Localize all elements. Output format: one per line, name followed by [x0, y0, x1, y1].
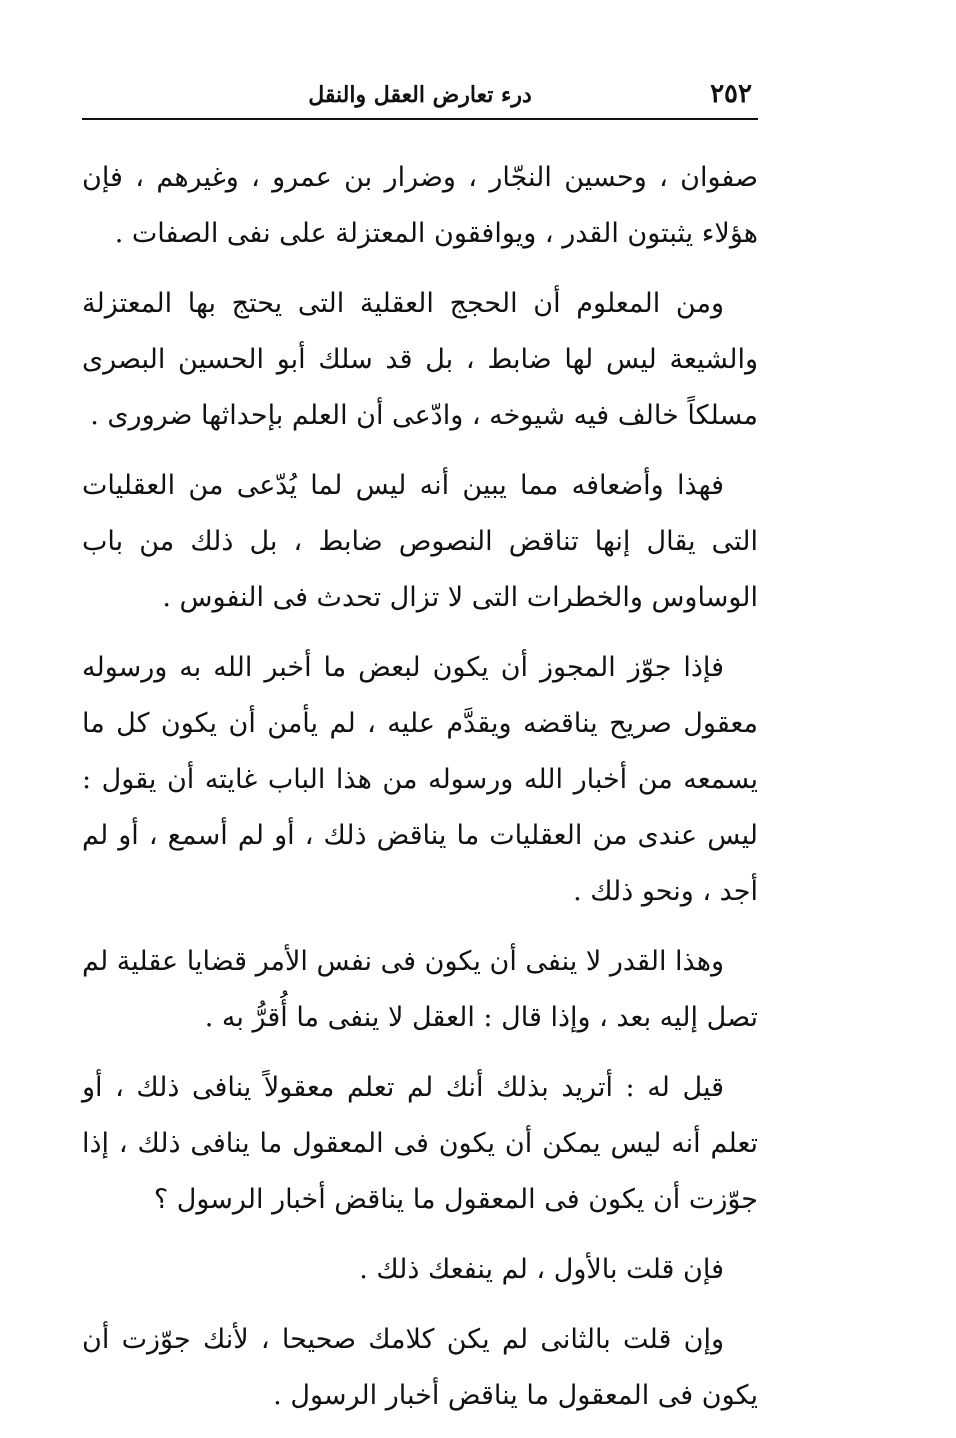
paragraph-2: ومن المعلوم أن الحجج العقلية التى يحتج بها المعتزلة والشيعة ليس لها ضابط ، بل قد سلك أبو الحسين البصرى مسلكاً خالف فيه شيوخه ، وادّعى أن العلم بإحداثها ضرورى . [82, 288, 758, 431]
paragraph-4: فإذا جوّز المجوز أن يكون لبعض ما أخبر الله به ورسوله معقول صريح يناقضه ويقدَّم عليه ، لم يأمن أن يكون كل ما يسمعه من أخبار الله ورسوله من هذا الباب غايته أن يقول : ليس عندى من العقليات ما يناقض ذلك ، أو لم أسمع ، أو لم أجد ، ونحو ذلك . [82, 652, 758, 907]
page-number: ٢٥٢ [710, 79, 752, 109]
book-page [82, 0, 758, 1411]
paragraph-1: صفوان ، وحسين النجّار ، وضرار بن عمرو ، وغيرهم ، فإن هؤلاء يثبتون القدر ، ويوافقون المعتزلة على نفى الصفات . [82, 162, 758, 249]
paragraph-3: فهذا وأضعافه مما يبين أنه ليس لما يُدّعى من العقليات التى يقال إنها تناقض النصوص ضابط ، بل ذلك من باب الوساوس والخطرات التى لا تزال تحدث فى النفوس . [82, 470, 758, 613]
header-rule [82, 118, 758, 120]
running-title: درء تعارض العقل والنقل [308, 82, 532, 108]
paragraph-5: وهذا القدر لا ينفى أن يكون فى نفس الأمر قضايا عقلية لم تصل إليه بعد ، وإذا قال : العقل لا ينفى ما أُقرُّ به . [82, 946, 758, 1033]
paragraph-7: فإن قلت بالأول ، لم ينفعك ذلك . [359, 1254, 724, 1285]
body-text [82, 150, 758, 1438]
page-header [82, 74, 758, 114]
paragraph-8: وإن قلت بالثانى لم يكن كلامك صحيحا ، لأنك جوّزت أن يكون فى المعقول ما يناقض أخبار الرسول . [82, 1324, 758, 1411]
paragraph-6: قيل له : أتريد بذلك أنك لم تعلم معقولاً ينافى ذلك ، أو تعلم أنه ليس يمكن أن يكون فى المعقول ما ينافى ذلك ، إذا جوّزت أن يكون فى المعقول ما يناقض أخبار الرسول ؟ [82, 1072, 758, 1215]
